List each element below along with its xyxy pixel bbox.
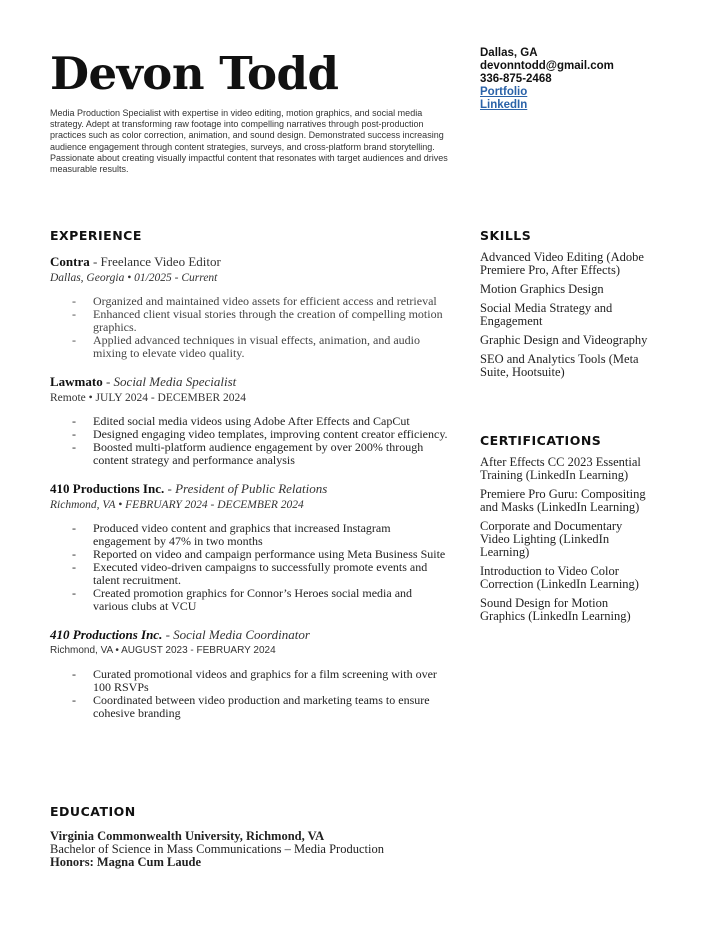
job-bullets bbox=[50, 668, 450, 720]
contact-email: devonntodd@gmail.com bbox=[480, 60, 614, 72]
job-bullets bbox=[50, 522, 450, 613]
job-meta: Remote • JULY 2024 - DECEMBER 2024 bbox=[50, 392, 247, 404]
certifications-heading: CERTIFICATIONS bbox=[480, 433, 602, 448]
job-bullet: - Coordinated between video production and marketing teams to ensure cohesive branding bbox=[50, 694, 450, 720]
job-entry bbox=[50, 374, 450, 467]
job-meta: Richmond, VA • AUGUST 2023 - FEBRUARY 2024 bbox=[50, 645, 276, 656]
job-bullets bbox=[50, 295, 450, 360]
job-bullet: - Designed engaging video templates, improving content creator efficiency. bbox=[50, 428, 450, 441]
job-bullet: - Enhanced client visual stories through the creation of compelling motion graphics. bbox=[50, 308, 450, 334]
job-meta: Richmond, VA • FEBRUARY 2024 - DECEMBER 2024 bbox=[50, 499, 304, 511]
job-entry bbox=[50, 254, 450, 360]
skill-item: SEO and Analytics Tools (Meta Suite, Hootsuite) bbox=[480, 352, 639, 379]
job-bullet: - Applied advanced techniques in visual effects, animation, and audio mixing to elevate video quality. bbox=[50, 334, 450, 360]
candidate-name: Devon Todd bbox=[50, 47, 339, 100]
certifications-list bbox=[480, 456, 650, 629]
skill-item: Motion Graphics Design bbox=[480, 282, 604, 296]
education-heading: EDUCATION bbox=[50, 804, 136, 819]
portfolio-link[interactable]: Portfolio bbox=[480, 86, 528, 98]
education-degree: Bachelor of Science in Mass Communications – Media Production bbox=[50, 842, 384, 856]
job-company: 410 Productions Inc. bbox=[50, 627, 163, 642]
job-company: Contra bbox=[50, 254, 90, 269]
job-role: - President of Public Relations bbox=[164, 481, 328, 496]
job-entry bbox=[50, 627, 450, 720]
certification-item: Corporate and Documentary Video Lighting (LinkedIn Learning) bbox=[480, 519, 623, 559]
experience-heading: EXPERIENCE bbox=[50, 228, 142, 243]
linkedin-link[interactable]: LinkedIn bbox=[480, 99, 528, 111]
job-company: Lawmato bbox=[50, 374, 103, 389]
job-bullet: - Reported on video and campaign performance using Meta Business Suite bbox=[50, 548, 450, 561]
education-honors: Honors: Magna Cum Laude bbox=[50, 855, 202, 869]
skill-item: Graphic Design and Videography bbox=[480, 333, 648, 347]
job-role: - Freelance Video Editor bbox=[89, 254, 221, 269]
job-bullet: - Curated promotional videos and graphics for a film screening with over 100 RSVPs bbox=[50, 668, 450, 694]
job-entry bbox=[50, 481, 450, 613]
skill-item: Social Media Strategy and Engagement bbox=[480, 301, 613, 328]
job-bullet: - Created promotion graphics for Connor’s Heroes social media and various clubs at VCU bbox=[50, 587, 450, 613]
contact-block bbox=[480, 47, 614, 112]
certification-item: Premiere Pro Guru: Compositing and Masks (LinkedIn Learning) bbox=[480, 487, 646, 514]
job-bullet: - Organized and maintained video assets for efficient access and retrieval bbox=[50, 295, 450, 308]
education-school: Virginia Commonwealth University, Richmond, VA bbox=[50, 829, 325, 843]
experience-list bbox=[50, 254, 450, 734]
job-bullets bbox=[50, 415, 450, 467]
skills-heading: SKILLS bbox=[480, 228, 532, 243]
job-bullet: - Produced video content and graphics that increased Instagram engagement by 47% in two months bbox=[50, 522, 450, 548]
job-bullet: - Executed video-driven campaigns to successfully promote events and talent recruitment. bbox=[50, 561, 450, 587]
contact-location: Dallas, GA bbox=[480, 47, 538, 59]
profile-summary: Media Production Specialist with expertise in video editing, motion graphics, and social media strategy. Adept at transforming raw footage into compelling narratives through post-production practices such as color correction, animation, and sound design. Demonstrated success increasing audience engagement through content strategies, surveys, and cross-platform brand storytelling. Passionate about creating visually impactful content that resonates with target audiences and drives measurable results. bbox=[50, 108, 448, 175]
certification-item: After Effects CC 2023 Essential Training (LinkedIn Learning) bbox=[480, 455, 641, 482]
job-bullet: - Boosted multi-platform audience engagement by over 200% through content strategy and performance analysis bbox=[50, 441, 450, 467]
skills-list bbox=[480, 251, 650, 385]
education-entry bbox=[50, 830, 384, 869]
certification-item: Introduction to Video Color Correction (LinkedIn Learning) bbox=[480, 564, 639, 591]
skill-item: Advanced Video Editing (Adobe Premiere Pro, After Effects) bbox=[480, 250, 644, 277]
job-role: - Social Media Specialist bbox=[102, 374, 237, 389]
job-role: - Social Media Coordinator bbox=[162, 627, 310, 642]
contact-phone: 336-875-2468 bbox=[480, 73, 552, 85]
certification-item: Sound Design for Motion Graphics (LinkedIn Learning) bbox=[480, 596, 631, 623]
job-company: 410 Productions Inc. bbox=[50, 481, 165, 496]
job-bullet: - Edited social media videos using Adobe After Effects and CapCut bbox=[50, 415, 450, 428]
job-meta: Dallas, Georgia • 01/2025 - Current bbox=[50, 272, 218, 284]
